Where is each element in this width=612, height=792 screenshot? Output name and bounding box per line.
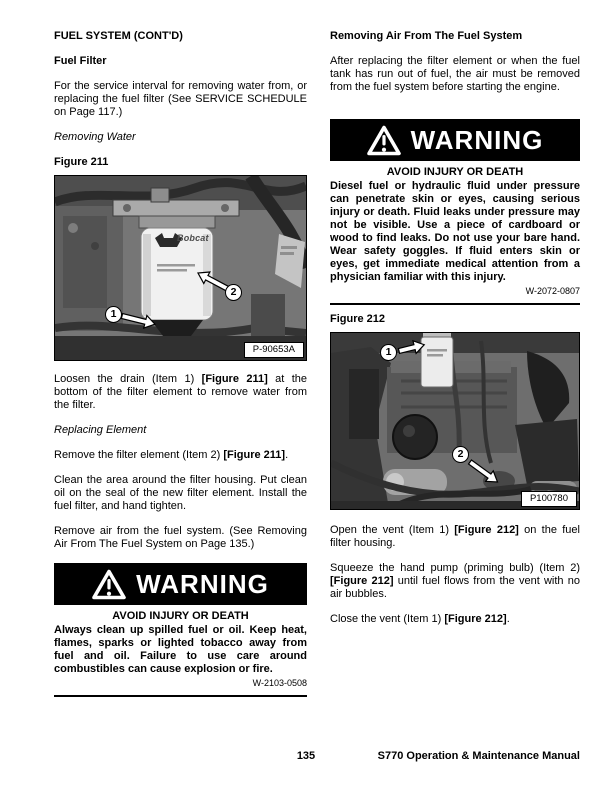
paragraph-remove-air: Remove air from the fuel system. (See Removing Air From The Fuel System on Page 135.) [54,525,307,550]
paragraph-open-vent [330,524,580,550]
section-title-removing-air: Removing Air From The Fuel System [330,30,523,42]
warning-body-text: Always clean up spilled fuel or oil. Keep heat, flames, sparks or lighted tobacco away from fuel and oil. Failure to use care around combustibles can cause explosion or fire. [54,624,307,675]
callout-1: 1 [380,344,397,361]
warning-heading: AVOID INJURY OR DEATH [112,610,249,622]
photo-id-label: P100780 [521,491,577,507]
subsection-title-fuel-filter: Fuel Filter [54,55,107,67]
warning-heading: AVOID INJURY OR DEATH [386,166,524,178]
warning-triangle-icon [92,569,126,600]
text-segment: Close the vent (Item 1) [330,613,445,625]
paragraph-after-replacing: After replacing the filter element or when the fuel tank has run out of fuel, the air must be removed from the fuel system before starting the engine. [330,55,580,93]
warning-bottom-rule [54,695,307,697]
engine-fuel-filter-photo-illustration [55,176,306,360]
warning-triangle-icon [367,125,401,156]
warning-code: W-2072-0807 [525,286,580,296]
figure-reference: [Figure 212] [444,613,507,625]
warning-banner-text: WARNING [410,124,544,155]
warning-box-pressure [330,119,580,305]
warning-banner-text: WARNING [136,568,269,599]
text-segment: Remove the filter element (Item 2) [54,449,224,461]
warning-box-fuel-oil [54,563,307,697]
text-segment: Loosen the drain (Item 1) [54,373,202,385]
warning-banner [330,119,580,161]
section-title: FUEL SYSTEM (CONT'D) [54,30,183,42]
figure-reference: [Figure 212] [330,575,394,587]
text-segment: Open the vent (Item 1) [330,524,455,536]
text-segment: . [506,613,510,625]
page-footer [0,750,612,764]
paragraph-service-interval: For the service interval for removing water from, or replacing the fuel filter (See SERVICE SCHEDULE on Page 117.) [54,80,307,118]
label-removing-water: Removing Water [54,131,136,143]
warning-body-text: Diesel fuel or hydraulic fluid under pressure can penetrate skin or eyes, causing serious injury or death. Fluid leaks under pressure may not be visible. Use a piece of cardboard or wood to find leaks. Do not use your bare hand. Wear safety goggles. If fluid enters skin or eyes, get immediate medical attention from a physician familiar with this injury. [330,180,580,283]
text-segment: Squeeze the hand pump (priming bulb) (Item 2) [330,562,580,574]
warning-bottom-rule [330,303,580,305]
label-replacing-element: Replacing Element [54,424,147,436]
figure-211-photo [54,175,307,361]
callout-2: 2 [225,284,242,301]
figure-211-caption: Figure 211 [54,156,109,168]
paragraph-remove-element [54,449,307,462]
figure-reference: [Figure 211] [223,449,286,461]
paragraph-squeeze-pump [330,562,580,601]
paragraph-close-vent [330,613,580,626]
text-segment: at the bottom of the filter element to remove water from the filter. [54,373,308,411]
page-number: 135 [296,750,316,762]
paragraph-loosen-drain [54,373,307,412]
photo-id-label: P-90653A [244,342,304,358]
figure-reference: [Figure 211] [201,373,268,385]
figure-reference: [Figure 212] [454,524,519,536]
text-segment: on the fuel filter housing. [330,524,580,549]
left-column [54,30,307,697]
manual-title: S770 Operation & Maintenance Manual [377,750,580,762]
figure-212-photo [330,332,580,510]
callout-1: 1 [105,306,122,323]
engine-compartment-photo-illustration [331,333,579,509]
paragraph-clean-area: Clean the area around the filter housing. Put clean oil on the seal of the new filter element. Install the fuel filter, and hand tighten. [54,474,307,512]
right-column [330,30,580,638]
figure-212-caption: Figure 212 [330,313,386,325]
text-segment: . [285,449,289,461]
text-segment: until fuel flows from the vent with no air bubbles. [330,575,580,600]
callout-2: 2 [452,446,469,463]
filter-brand-label: Bobcat [177,233,209,243]
warning-banner [54,563,307,605]
warning-code: W-2103-0508 [252,678,307,688]
